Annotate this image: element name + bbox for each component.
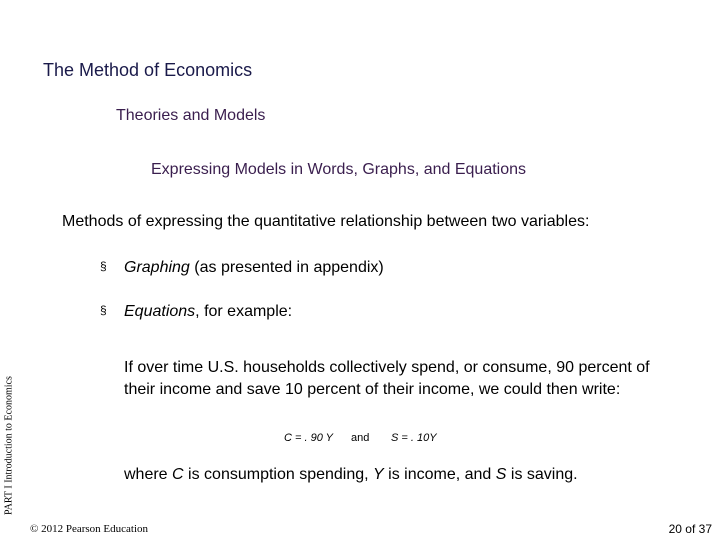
page-number: 20 of 37 [668,522,712,536]
bullet-equations [100,303,292,321]
variable-s: S [495,466,507,483]
copyright-notice: © 2012 Pearson Education [30,523,149,535]
definition-text: where [124,466,173,483]
bullet-marker: § [100,303,107,317]
saving-equation: S = . 10Y [391,432,437,444]
definition-text: is consumption spending, [183,466,374,483]
variable-y: Y [373,466,384,483]
part-side-label: PART I Introduction to Economics [3,376,15,515]
definition-text: is saving. [506,466,578,483]
bullet-emphasis: Graphing [124,259,190,276]
slide-subtitle: Theories and Models [116,107,266,124]
slide-title: The Method of Economics [43,60,253,80]
bullet-emphasis: Equations [124,303,196,320]
bullet-graphing [100,259,384,277]
consumption-equation: C = . 90 Y [284,432,334,444]
variable-c: C [172,466,184,483]
bullet-text: , for example: [195,303,293,320]
variable-definitions [124,466,578,484]
bullet-marker: § [100,259,107,273]
bullet-text: (as presented in appendix) [189,259,384,276]
equation-connector: and [351,432,370,444]
section-heading: Expressing Models in Words, Graphs, and Equations [151,161,527,178]
definition-text: is income, and [383,466,496,483]
example-paragraph: If over time U.S. households collectively spend, or consume, 90 percent of their income and save 10 percent of their income, we could then write: [124,359,650,398]
intro-text: Methods of expressing the quantitative relationship between two variables: [62,213,590,230]
